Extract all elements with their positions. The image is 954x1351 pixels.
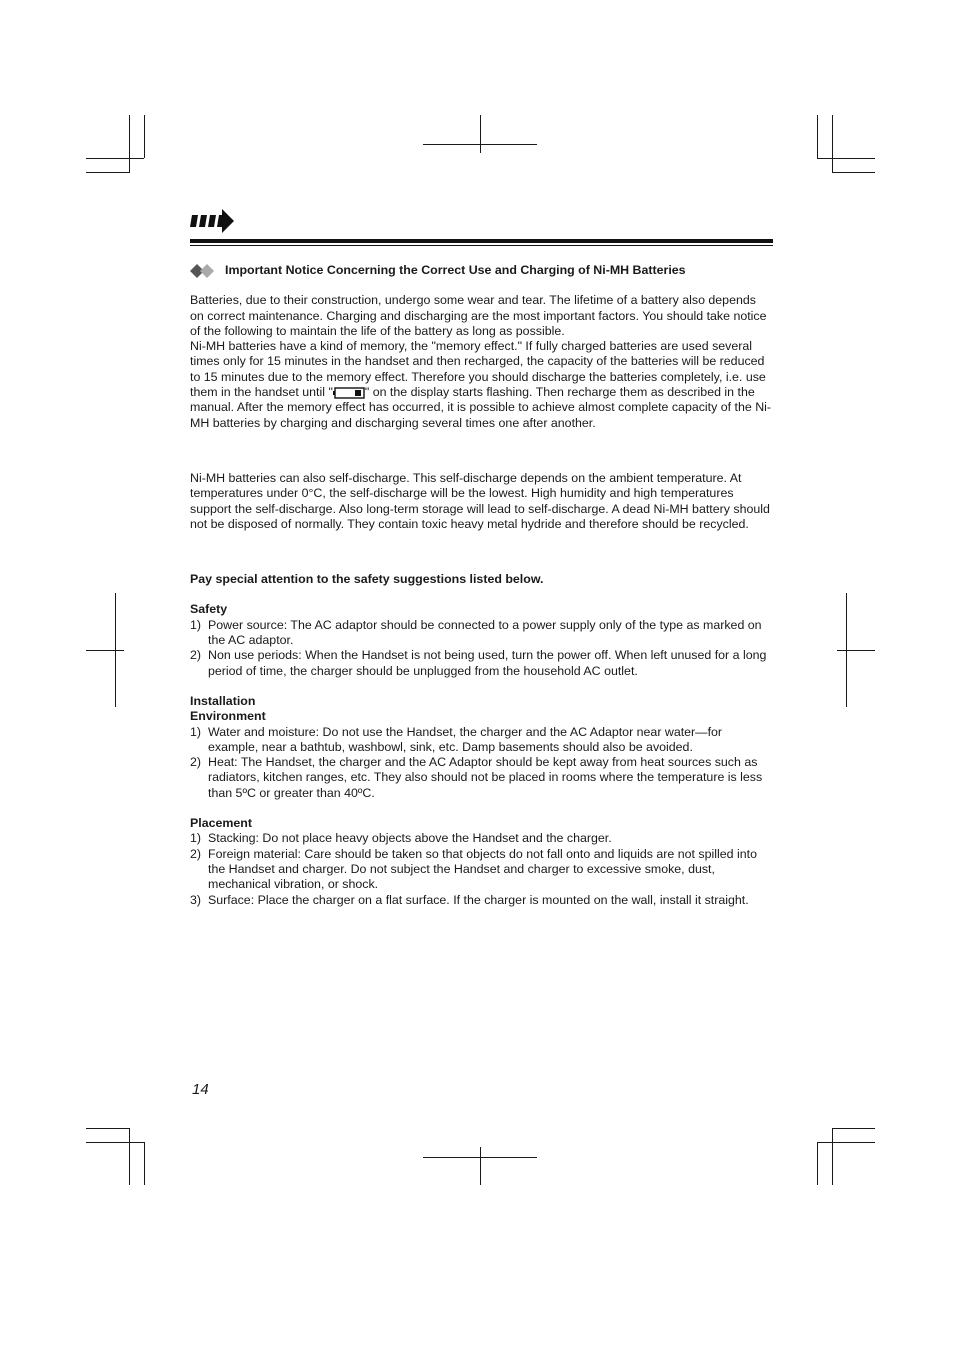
page-number: 14: [192, 1081, 209, 1098]
list-item: 3) Surface: Place the charger on a flat surface. If the charger is mounted on the wall, install it straight.: [190, 892, 749, 907]
list-item: 1) Water and moisture: Do not use the Handset, the charger and the AC Adaptor near water—for example, near a bathtub, washbowl, sink, etc. Damp basements should also be avoided.: [190, 724, 723, 754]
diamonds-icon: [190, 264, 216, 278]
list-item: 2) Foreign material: Care should be taken so that objects do not fall onto and liquids are not spilled into the Handset and charger. Do not subject the Handset and charger to excessive smoke, dust, mechanical vibration, or shock.: [190, 846, 757, 892]
header-rule: [190, 239, 773, 243]
notice-paragraph-2: [190, 339, 773, 431]
notice-paragraph-3: Ni-MH batteries can also self-discharge. This self-discharge depends on the ambient temperature. At temperatures under 0°C, the self-discharge will be the lowest. High humidity and high temperatures support the self-discharge. Also long-term storage will lead to self-discharge. A dead Ni-MH battery should not be disposed of normally. They contain toxic heavy metal hydride and therefore should be recycled.: [190, 470, 770, 531]
placement-list: [190, 831, 773, 907]
header-rule-thin: [190, 245, 773, 246]
list-item: 1) Power source: The AC adaptor should be connected to a power supply only of the type as marked on the AC adaptor.: [190, 617, 762, 648]
battery-empty-icon: [333, 387, 365, 399]
placement-heading: Placement: [190, 816, 252, 831]
notice-heading: [190, 263, 773, 278]
notice-paragraph-1: Batteries, due to their construction, undergo some wear and tear. The lifetime of a battery also depends on correct maintenance. Charging and discharging are the most important factors. You should take notice of the following to maintain the life of the battery as long as possible.: [190, 293, 767, 338]
environment-heading: Environment: [190, 709, 266, 724]
notice-paragraph-2-start: Ni-MH batteries have a kind of memory, the "memory effect." If fully charged batteries are used several times only for 15 minutes in the handset and then recharged, the capacity of the batteries will be reduced to 15 minutes due to the memory effect. Therefore you should discharge the batteries completely, i.e. use them in the handset until ": [190, 339, 766, 400]
arrow-right-icon: [190, 207, 236, 235]
installation-heading: Installation: [190, 693, 256, 708]
notice-title: Important Notice Concerning the Correct Use and Charging of Ni-MH Batteries: [225, 263, 686, 277]
notice-paragraph-2-end: " on the display starts flashing. Then recharge them as described in the manual. After the memory effect has occurred, it is possible to achieve almost complete capacity of the Ni-MH batteries by charging and discharging several times one after another.: [190, 385, 772, 430]
environment-list: [190, 725, 773, 801]
safety-heading: Safety: [190, 602, 228, 617]
main-content: [190, 263, 773, 908]
list-item: 2) Non use periods: When the Handset is not being used, turn the power off. When left unused for a long period of time, the charger should be unplugged from the household AC outlet.: [190, 648, 767, 678]
list-item: 1) Stacking: Do not place heavy objects above the Handset and the charger.: [190, 831, 612, 846]
safety-list: [190, 618, 773, 679]
attention-note: Pay special attention to the safety suggestions listed below.: [190, 572, 544, 587]
list-item: 2) Heat: The Handset, the charger and the AC Adaptor should be kept away from heat sources such as radiators, kitchen ranges, etc. They also should not be placed in rooms where the temperature is less than 5ºC or greater than 40ºC.: [190, 755, 763, 800]
